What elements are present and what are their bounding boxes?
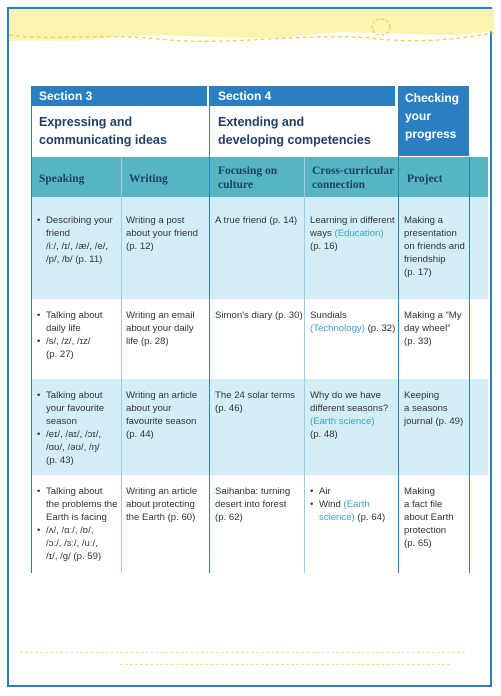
decorative-top-wave — [9, 9, 494, 54]
row3-writing: Writing an article about your favourite season (p. 44) — [126, 390, 198, 440]
header-project: Project — [407, 173, 443, 185]
row4-culture: Saihanba: turning desert into forest (p. 62) — [215, 486, 291, 523]
row4-writing: Writing an article about protecting the Earth (p. 60) — [126, 486, 198, 523]
row2-writing: Writing an email about your daily life (p. 28) — [126, 310, 195, 347]
row1-project: Making a presentation on friends and friendship (p. 17) — [404, 215, 465, 278]
row3-project: Keeping a seasons journal (p. 49) — [404, 390, 464, 427]
header-cross-curricular: Cross-curricular connection — [312, 165, 395, 191]
section-3-title: Expressing and communicating ideas — [39, 115, 167, 147]
header-writing: Writing — [129, 173, 168, 185]
row1-cross-curricular: Learning in different ways (Education) (p. 16) — [310, 215, 395, 252]
decorative-bottom-dash — [20, 652, 465, 653]
column-divider — [304, 157, 305, 573]
row1-speaking: • Describing your friend /iː/, /ɪ/, /æ/, /e/, /p/, /b/ (p. 11) — [37, 214, 119, 266]
row4-cross-curricular: • Air • Wind (Earth science) (p. 64) — [310, 485, 398, 524]
section-4-title: Extending and developing competencies — [218, 115, 371, 147]
column-divider — [398, 86, 399, 573]
column-divider — [209, 86, 210, 573]
row4-speaking: • Talking about the problems the Earth is facing • /ʌ/, /ɑː/, /ɒ/, /ɔː/, /ɜː/, /uː/, /ɪ/, /g/ (p. 59) — [37, 485, 119, 563]
row2-culture: Simon's diary (p. 30) — [215, 310, 303, 321]
row2-project: Making a “My day wheel” (p. 33) — [404, 310, 462, 347]
section-4-label: Section 4 — [210, 86, 395, 106]
row1-culture: A true friend (p. 14) — [215, 215, 298, 226]
row3-cross-curricular: Why do we have different seasons? (Earth science) (p. 48) — [310, 390, 389, 440]
section-3-label: Section 3 — [31, 86, 207, 106]
header-speaking: Speaking — [39, 173, 85, 185]
row4-project: Making a fact file about Earth protection (p. 65) — [404, 486, 454, 549]
row3-speaking: • Talking about your favourite season • /eɪ/, /aɪ/, /ɔɪ/, /ɑʊ/, /əʊ/, /ŋ/ (p. 43) — [37, 389, 119, 467]
column-divider — [31, 86, 32, 573]
column-divider — [121, 157, 122, 573]
row1-writing: Writing a post about your friend (p. 12) — [126, 215, 198, 252]
row2-cross-curricular: Sundials (Technology) (p. 32) — [310, 310, 396, 334]
row2-speaking: • Talking about daily life • /s/, /z/, /ɪz/ (p. 27) — [37, 309, 119, 361]
header-culture: Focusing on culture — [218, 165, 278, 191]
decorative-bottom-dash — [120, 664, 450, 665]
row3-culture: The 24 solar terms (p. 46) — [215, 390, 295, 414]
checking-progress-label: Checking your progress — [399, 86, 469, 156]
